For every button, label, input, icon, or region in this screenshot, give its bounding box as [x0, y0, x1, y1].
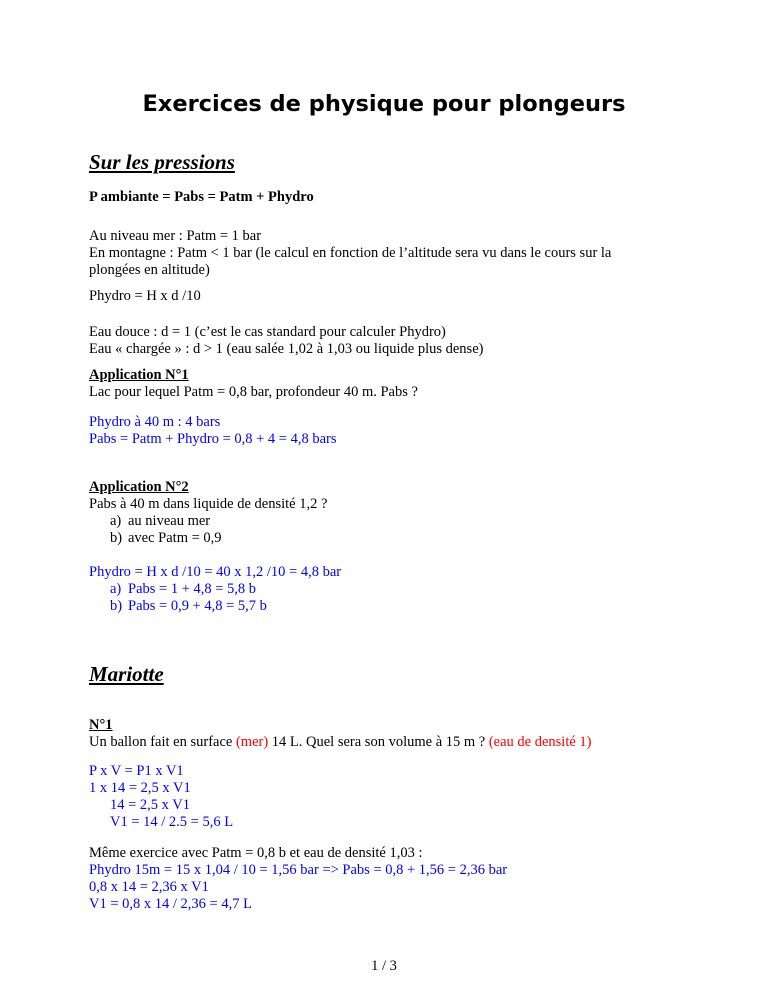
exercise-1-variant-question: Même exercice avec Patm = 0,8 b et eau de densité 1,03 :	[89, 845, 423, 861]
calc-line: P x V = P1 x V1	[89, 763, 184, 779]
answer-line: Phydro à 40 m : 4 bars	[89, 414, 221, 430]
page-number: 1 / 3	[371, 958, 397, 974]
application-1-answer	[89, 414, 337, 448]
question-text: 14 L. Quel sera son volume à 15 m ?	[268, 734, 489, 750]
application-2-label: Application N°2	[89, 479, 189, 495]
answer-line: Pabs = Patm + Phydro = 0,8 + 4 = 4,8 bars	[89, 431, 337, 447]
calc-line: Phydro 15m = 15 x 1,04 / 10 = 1,56 bar => Pabs = 0,8 + 1,56 = 2,36 bar	[89, 862, 508, 878]
question-note: (mer)	[235, 734, 269, 750]
density-line: Eau « chargée » : d > 1 (eau salée 1,02 à 1,03 ou liquide plus dense)	[89, 341, 484, 357]
list-item-text: avec Patm = 0,9	[128, 530, 222, 546]
application-2-answer	[89, 564, 341, 615]
density-line: Eau douce : d = 1 (c’est le cas standard pour calculer Phydro)	[89, 324, 446, 340]
calc-line: 0,8 x 14 = 2,36 x V1	[89, 879, 209, 895]
list-item-text: Pabs = 0,9 + 4,8 = 5,7 b	[128, 598, 267, 614]
calc-line: V1 = 0,8 x 14 / 2,36 = 4,7 L	[89, 896, 252, 912]
question-text: Un ballon fait en surface	[89, 734, 236, 750]
application-1	[89, 367, 418, 401]
list-item-letter: a)	[110, 581, 122, 597]
calc-line: V1 = 14 / 2.5 = 5,6 L	[110, 814, 234, 830]
mariotte-exercise-1	[89, 717, 592, 751]
list-item-letter: a)	[110, 513, 122, 529]
exercise-1-calculation	[89, 763, 233, 831]
application-2-question: Pabs à 40 m dans liquide de densité 1,2 ?	[89, 496, 328, 512]
list-item	[89, 530, 327, 547]
intro-line: plongées en altitude)	[89, 262, 210, 278]
application-1-question: Lac pour lequel Patm = 0,8 bar, profondeur 40 m. Pabs ?	[89, 384, 418, 400]
answer-line: Phydro = H x d /10 = 40 x 1,2 /10 = 4,8 bar	[89, 564, 342, 580]
list-item	[89, 513, 327, 530]
phydro-formula: Phydro = H x d /10	[89, 288, 201, 304]
exercise-1-question	[89, 734, 592, 751]
list-item	[89, 598, 341, 615]
list-item-text: Pabs = 1 + 4,8 = 5,8 b	[128, 581, 257, 597]
exercise-1-variant-answer	[89, 862, 507, 913]
calc-line: 1 x 14 = 2,5 x V1	[89, 780, 191, 796]
pressure-formula: P ambiante = Pabs = Patm + Phydro	[89, 189, 314, 205]
question-note: (eau de densité 1)	[488, 734, 592, 750]
intro-line: En montagne : Patm < 1 bar (le calcul en fonction de l’altitude sera vu dans le cours sur la	[89, 245, 612, 261]
section-heading-mariotte: Mariotte	[89, 662, 164, 686]
list-item-text: au niveau mer	[128, 513, 211, 529]
list-item	[89, 581, 341, 598]
intro-paragraph	[89, 228, 611, 279]
section-heading-pressions: Sur les pressions	[89, 150, 235, 174]
list-item-letter: b)	[110, 598, 123, 614]
list-item-letter: b)	[110, 530, 123, 546]
exercise-1-label: N°1	[89, 717, 113, 733]
density-paragraph	[89, 324, 483, 358]
page-title: Exercices de physique pour plongeurs	[142, 91, 626, 117]
intro-line: Au niveau mer : Patm = 1 bar	[89, 228, 262, 244]
application-1-label: Application N°1	[89, 367, 189, 383]
calc-line: 14 = 2,5 x V1	[110, 797, 191, 813]
application-2	[89, 479, 327, 547]
